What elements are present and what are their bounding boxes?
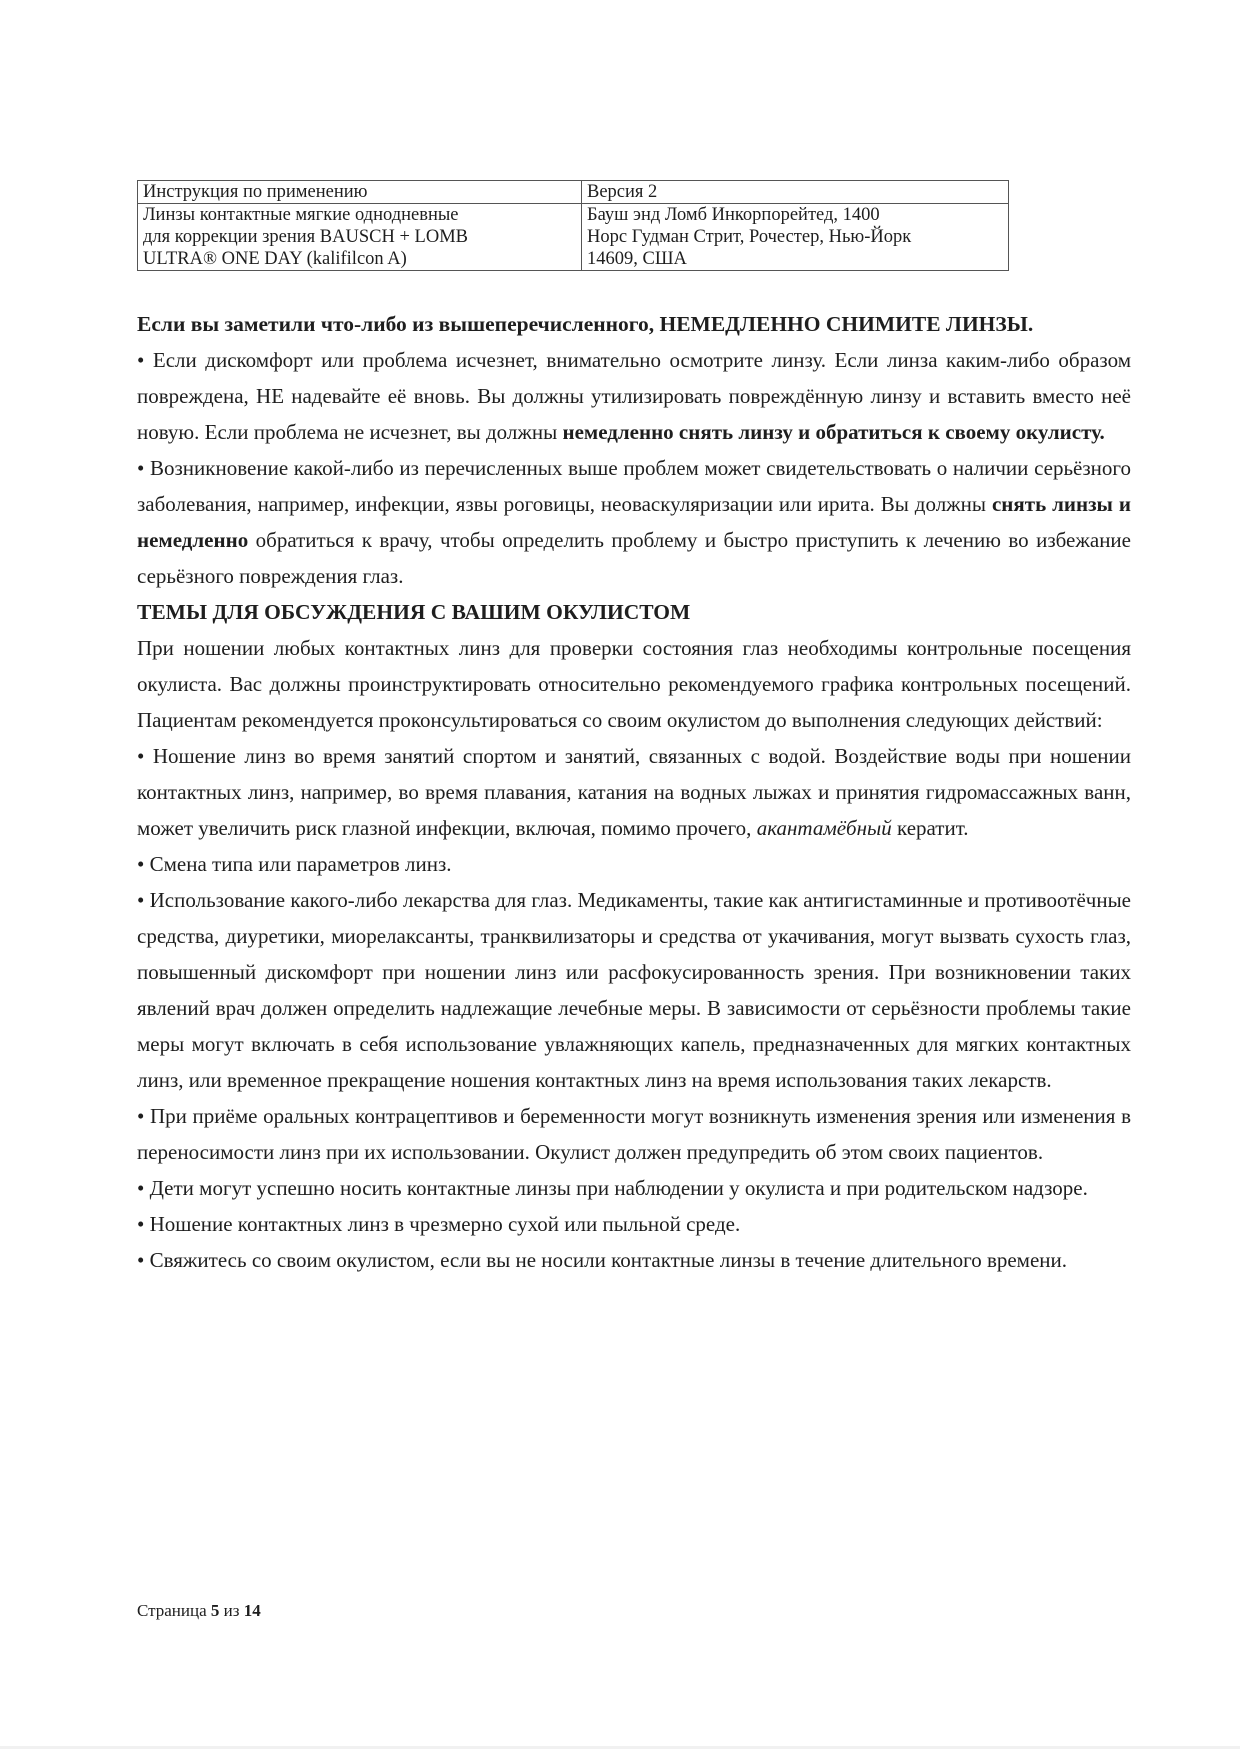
header-table [137,180,1009,271]
manufacturer-cell [582,204,1009,271]
manufacturer-line: 14609, США [587,249,687,269]
section-intro: При ношении любых контактных линз для проверки состояния глаз необходимы контрольные посещения окулиста. Вас должны проинструктировать относительно рекомендуемого графика контрольных посещений. Пациентам рекомендуется проконсультироваться со своим окулистом до выполнения следующих действий: [137,636,1131,732]
warning-bullet-1 [137,342,1131,450]
bullet-text: кератит. [891,816,969,840]
page-separator: из [223,1601,240,1620]
header-row-2 [138,204,1009,271]
scan-bottom-edge [0,1746,1240,1749]
page-total: 14 [243,1601,261,1620]
product-cell [138,204,582,271]
doc-type: Инструкция по применению [143,182,368,202]
bullet-text: • Ношение линз во время занятий спортом и занятий, связанных с водой. Воздействие воды при ношении контактных линз, например, во время плавания, катания на водных лыжах и принятия гидромассажных ванн, может увеличить риск глазной инфекции, включая, помимо прочего, [137,744,1131,840]
page-footer [137,1600,261,1622]
item-contraceptives: • При приёме оральных контрацептивов и беременности могут возникнуть изменения зрения или изменения в переносимости линз при их использовании. Окулист должен предупредить об этом своих пациентов. [137,1104,1131,1164]
item-children: • Дети могут успешно носить контактные линзы при наблюдении у окулиста и при родительском надзоре. [137,1176,1088,1200]
bullet-text: обратиться к врачу, чтобы определить проблему и быстро приступить к лечению во избежание серьёзного повреждения глаз. [137,528,1131,588]
item-water-sports [137,738,1131,846]
product-line: для коррекции зрения BAUSCH + LOMB [143,227,468,247]
bullet-text: • Возникновение какой-либо из перечисленных выше проблем может свидетельствовать о наличии серьёзного заболевания, например, инфекции, язвы роговицы, неоваскуляризации или ирита. Вы должны [137,456,1131,516]
item-medication: • Использование какого-либо лекарства для глаз. Медикаменты, такие как антигистаминные и противоотёчные средства, диуретики, миорелаксанты, транквилизаторы и средства от укачивания, могут вызвать сухость глаз, повышенный дискомфорт при ношении линз или расфокусированность зрения. При возникновении таких явлений врач должен определить надлежащие лечебные меры. В зависимости от серьёзности проблемы такие меры могут включать в себя использование увлажняющих капель, предназначенных для мягких контактных линз, или временное прекращение ношения контактных линз на время использования таких лекарств. [137,888,1131,1092]
bullet-text: • Если дискомфорт или проблема исчезнет, внимательно осмотрите линзу. Если линза каким-либо образом повреждена, НЕ надевайте её вновь. Вы должны утилизировать повреждённую линзу и вставить вместо неё новую. Если проблема не исчезнет, вы должны [137,348,1131,444]
bullet-italic-text: акантамёбный [756,816,892,840]
bullet-bold-text: снять линзы и немедленно [137,492,1131,552]
version-cell [582,181,1009,204]
page-current: 5 [210,1601,220,1620]
page-label: Страница [137,1601,207,1620]
manufacturer-line: Норс Гудман Стрит, Рочестер, Нью-Йорк [587,227,912,247]
body-text [137,306,1131,1278]
item-dry-environment: • Ношение контактных линз в чрезмерно сухой или пыльной среде. [137,1212,741,1236]
item-change-type: • Смена типа или параметров линз. [137,852,452,876]
section-heading: ТЕМЫ ДЛЯ ОБСУЖДЕНИЯ С ВАШИМ ОКУЛИСТОМ [137,600,691,624]
product-line: Линзы контактные мягкие однодневные [143,205,459,225]
warning-bullet-2 [137,450,1131,594]
manufacturer-line: Бауш энд Ломб Инкорпорейтед, 1400 [587,205,880,225]
version: Версия 2 [587,182,658,202]
product-line: ULTRA® ONE DAY (kalifilcon A) [143,249,407,269]
warning-heading: Если вы заметили что-либо из вышеперечисленного, НЕМЕДЛЕННО СНИМИТЕ ЛИНЗЫ. [137,312,1034,336]
bullet-bold-text: немедленно снять линзу и обратиться к своему окулисту. [562,420,1105,444]
item-long-break: • Свяжитесь со своим окулистом, если вы не носили контактные линзы в течение длительного времени. [137,1248,1068,1272]
doc-type-cell [138,181,582,204]
header-row-1 [138,181,1009,204]
